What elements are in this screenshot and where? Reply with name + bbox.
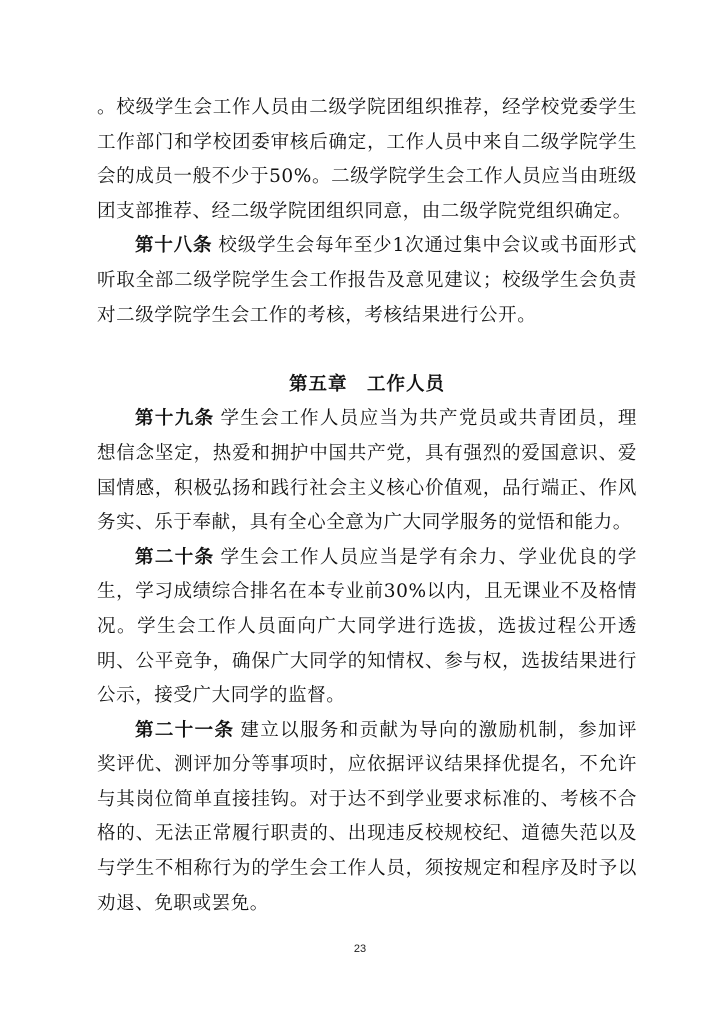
chapter-title: 第五章 工作人员 [288, 373, 445, 395]
page-number: 23 [353, 943, 367, 955]
article-number: 第二十一条 [135, 719, 235, 741]
document-body [97, 91, 637, 921]
paragraph-text: 。校级学生会工作人员由二级学院团组织推荐，经学校党委学生工作部门和学校团委审核后确定，工作人员中来自二级学院学生会的成员一般不少于50%。二级学院学生会工作人员应当由班级团支部推荐、经二级学院团组织同意，由二级学院党组织确定。 [97, 97, 637, 222]
article-18 [97, 229, 637, 333]
article-text: 建立以服务和贡献为导向的激励机制，参加评奖评优、测评加分等事项时，应依据评议结果择优提名，不允许与其岗位简单直接挂钩。对于达不到学业要求标准的、考核不合格的、无法正常履行职责的、出现违反校规校纪、道德失范以及与学生不相称行为的学生会工作人员，须按规定和程序及时予以劝退、免职或罢免。 [97, 719, 637, 914]
paragraph-continued [97, 91, 637, 229]
article-text: 学生会工作人员应当是学有余力、学业优良的学生，学习成绩综合排名在本专业前30%以内，且无课业不及格情况。学生会工作人员面向广大同学进行选拔，选拔过程公开透明、公平竞争，确保广大同学的知情权、参与权，选拔结果进行公示，接受广大同学的监督。 [97, 546, 637, 707]
article-19 [97, 402, 637, 540]
article-text: 校级学生会每年至少1次通过集中会议或书面形式听取全部二级学院学生会工作报告及意见建议；校级学生会负责对二级学院学生会工作的考核，考核结果进行公开。 [97, 235, 637, 326]
article-number: 第二十条 [135, 546, 215, 568]
article-21 [97, 714, 637, 922]
article-20 [97, 541, 637, 714]
article-text: 学生会工作人员应当为共产党员或共青团员，理想信念坚定，热爱和拥护中国共产党，具有强烈的爱国意识、爱国情感，积极弘扬和践行社会主义核心价值观，品行端正、作风务实、乐于奉献，具有全心全意为广大同学服务的觉悟和能力。 [97, 408, 637, 534]
article-number: 第十九条 [135, 408, 215, 430]
article-number: 第十八条 [135, 235, 213, 257]
